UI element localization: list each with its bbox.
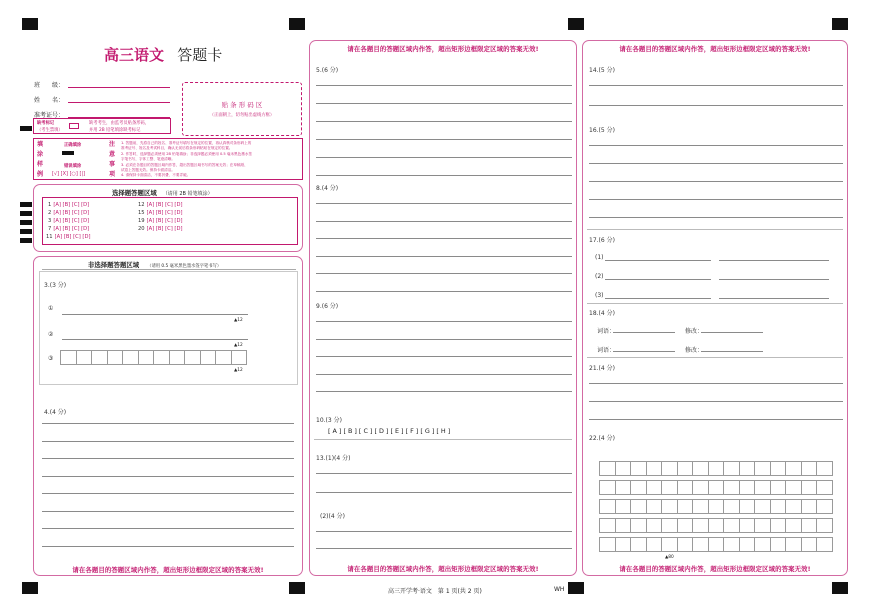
q17-item: (2) xyxy=(595,273,604,280)
grid-cell[interactable] xyxy=(801,537,818,552)
q9-answer-lines[interactable] xyxy=(316,307,572,407)
grid-cell[interactable] xyxy=(661,461,678,476)
answer-line[interactable] xyxy=(316,321,572,322)
grid-cell[interactable] xyxy=(122,350,139,365)
choice-title: 选择题答题区域 xyxy=(112,189,157,197)
warning-text: 请在各题目的答题区域内作答，超出矩形边框限定区域的答案无效! xyxy=(72,566,264,574)
q18-word-label: 词语： xyxy=(597,347,616,354)
grid-cell[interactable] xyxy=(816,518,833,533)
grid-cell[interactable] xyxy=(816,537,833,552)
correct-fill-label: 正确填涂 xyxy=(64,143,82,148)
answer-line[interactable] xyxy=(316,238,572,239)
grid-cell[interactable] xyxy=(785,461,802,476)
answer-line[interactable] xyxy=(42,528,294,529)
grid-cell[interactable] xyxy=(754,499,771,514)
q18-fix-label: 修改： xyxy=(685,347,704,354)
choice-row[interactable]: 2 [A] [B] [C] [D] xyxy=(48,210,90,216)
answer-line[interactable] xyxy=(316,339,572,340)
q3-item: ③ xyxy=(48,355,54,362)
grid-cell[interactable] xyxy=(677,499,694,514)
answer-line[interactable] xyxy=(316,175,572,176)
q16-answer-lines[interactable] xyxy=(589,131,843,227)
corner-mark xyxy=(289,18,305,30)
q17-answer-line[interactable] xyxy=(719,260,829,261)
answer-line[interactable] xyxy=(42,458,294,459)
grid-cell[interactable] xyxy=(739,537,756,552)
fill-example-chars xyxy=(37,140,43,180)
absent-text-1: 缺考考生，由监考员贴条形码， xyxy=(89,121,150,126)
answer-line[interactable] xyxy=(316,256,572,257)
fill-char: 涂 xyxy=(37,151,44,158)
answer-line[interactable] xyxy=(316,203,572,204)
corner-mark xyxy=(832,582,848,594)
q18-fix-line[interactable] xyxy=(701,351,763,352)
q4-label: 4.(4 分) xyxy=(44,409,67,416)
absent-title: 缺考标记 xyxy=(37,121,55,126)
corner-mark xyxy=(22,18,38,30)
q17-answer-line[interactable] xyxy=(719,298,829,299)
q3-answer-line[interactable] xyxy=(62,339,248,340)
answer-line[interactable] xyxy=(316,374,572,375)
corner-mark xyxy=(22,582,38,594)
q13-label: 13.(1)(4 分) xyxy=(316,455,351,462)
correct-fill-sample xyxy=(62,151,74,155)
answer-line[interactable] xyxy=(42,493,294,494)
grid-cell[interactable] xyxy=(708,480,725,495)
answer-line[interactable] xyxy=(316,356,572,357)
grid-cell[interactable] xyxy=(630,461,647,476)
q3-box xyxy=(39,271,298,385)
notes-line: 准考证号、姓名及考试科目，确认无误后将条形码粘贴在规定的位置。 xyxy=(121,146,233,151)
grid-cell[interactable] xyxy=(599,480,616,495)
grid-cell[interactable] xyxy=(661,480,678,495)
grid-cell[interactable] xyxy=(739,480,756,495)
grid-cell[interactable] xyxy=(615,499,632,514)
answer-line[interactable] xyxy=(589,163,843,164)
grid-cell[interactable] xyxy=(76,350,93,365)
timing-mark xyxy=(20,238,32,243)
choice-hint: （请用 2B 铅笔填涂） xyxy=(162,191,213,197)
grid-cell[interactable] xyxy=(692,461,709,476)
subject-title: 高三语文 xyxy=(104,46,165,64)
barcode-title: 贴 条 形 码 区 xyxy=(221,101,263,109)
choice-panel xyxy=(33,184,303,252)
wrong-fill-samples: [√] [X] [○] [|] xyxy=(52,171,86,177)
choice-row[interactable]: 12 [A] [B] [C] [D] xyxy=(138,202,183,208)
grid-cell[interactable] xyxy=(630,480,647,495)
q5-answer-lines[interactable] xyxy=(316,71,572,181)
q3-writing-grid[interactable] xyxy=(60,350,248,366)
grid-cell[interactable] xyxy=(770,461,787,476)
notes-line: 3. 必须在各题目的答题区域内作答，超出答题区域书写的答案无效；在草稿纸、 xyxy=(121,162,248,167)
warning-text: 请在各题目的答题区域内作答，超出矩形边框限定区域的答案无效! xyxy=(619,565,811,573)
answer-line[interactable] xyxy=(316,157,572,158)
grid-cell[interactable] xyxy=(615,480,632,495)
grid-cell[interactable] xyxy=(615,461,632,476)
grid-cell[interactable] xyxy=(770,480,787,495)
grid-cell[interactable] xyxy=(692,537,709,552)
grid-cell[interactable] xyxy=(723,480,740,495)
grid-cell[interactable] xyxy=(646,537,663,552)
grid-cell[interactable] xyxy=(723,537,740,552)
q3-count-mark: ▲12 xyxy=(234,368,243,373)
q18-label: 18.(4 分) xyxy=(589,310,615,317)
notes-line: 试卷上答题无效。保持卡面清洁。 xyxy=(121,168,175,173)
warning-text: 请在各题目的答题区域内作答，超出矩形边框限定区域的答案无效! xyxy=(347,565,539,573)
answer-line[interactable] xyxy=(589,419,843,420)
q5-label: 5.(6 分) xyxy=(316,67,339,74)
grid-cell[interactable] xyxy=(615,537,632,552)
grid-cell[interactable] xyxy=(677,518,694,533)
q13-sub2-label: (2)(4 分) xyxy=(320,513,345,520)
q21-answer-lines[interactable] xyxy=(589,369,843,429)
warning-text: 请在各题目的答题区域内作答，超出矩形边框限定区域的答案无效! xyxy=(619,45,811,53)
q17-answer-line[interactable] xyxy=(719,279,829,280)
answer-line[interactable] xyxy=(589,383,843,384)
grid-cell[interactable] xyxy=(785,499,802,514)
answer-line[interactable] xyxy=(589,145,843,146)
q22-count-mark: ▲80 xyxy=(665,555,674,560)
q4-answer-lines[interactable] xyxy=(42,413,294,563)
q16-label: 16.(5 分) xyxy=(589,127,615,134)
answer-line[interactable] xyxy=(589,217,843,218)
grid-cell[interactable] xyxy=(169,350,186,365)
q14-answer-lines[interactable] xyxy=(589,71,843,119)
notes-char: 项 xyxy=(109,171,116,178)
grid-cell[interactable] xyxy=(754,461,771,476)
grid-cell[interactable] xyxy=(708,499,725,514)
timing-mark xyxy=(20,229,32,234)
answer-line[interactable] xyxy=(316,492,572,493)
non-choice-hint: （请用 0.5 毫米黑色墨水签字笔书写） xyxy=(147,264,222,269)
answer-line[interactable] xyxy=(316,221,572,222)
grid-cell[interactable] xyxy=(692,499,709,514)
barcode-hint: （正面朝上，切勿贴出虚线方框） xyxy=(209,113,275,118)
answer-line[interactable] xyxy=(589,199,843,200)
choice-row[interactable]: 20 [A] [B] [C] [D] xyxy=(138,226,183,232)
grid-cell[interactable] xyxy=(646,518,663,533)
q18-word-line[interactable] xyxy=(613,351,675,352)
q3-item: ② xyxy=(48,331,54,338)
grid-cell[interactable] xyxy=(615,518,632,533)
grid-cell[interactable] xyxy=(138,350,155,365)
section-divider xyxy=(587,303,843,304)
grid-cell[interactable] xyxy=(200,350,217,365)
grid-cell[interactable] xyxy=(646,461,663,476)
absent-checkbox[interactable] xyxy=(69,123,79,129)
non-choice-panel-1 xyxy=(33,256,303,576)
section-divider xyxy=(42,269,296,270)
choice-section-title xyxy=(112,188,213,197)
absent-sub: （考生禁填） xyxy=(37,128,63,133)
grid-cell[interactable] xyxy=(677,480,694,495)
grid-cell[interactable] xyxy=(816,461,833,476)
non-choice-title-text: 非选择题答题区域 xyxy=(88,261,140,269)
grid-cell[interactable] xyxy=(723,518,740,533)
choice-row[interactable]: 3 [A] [B] [C] [D] xyxy=(48,218,90,224)
grid-cell[interactable] xyxy=(770,518,787,533)
timing-mark xyxy=(20,211,32,216)
barcode-area[interactable] xyxy=(182,82,302,136)
grid-cell[interactable] xyxy=(646,499,663,514)
grid-cell[interactable] xyxy=(785,480,802,495)
column-2-panel xyxy=(309,40,577,576)
corner-mark xyxy=(568,582,584,594)
notes-char: 意 xyxy=(109,151,116,158)
answer-line[interactable] xyxy=(316,273,572,274)
grid-cell[interactable] xyxy=(215,350,232,365)
grid-cell[interactable] xyxy=(801,518,818,533)
page-footer: 高三开学考·语文 第 1 页(共 2 页) xyxy=(388,588,482,595)
timing-mark xyxy=(20,126,32,131)
grid-cell[interactable] xyxy=(599,461,616,476)
grid-cell[interactable] xyxy=(677,537,694,552)
grid-cell[interactable] xyxy=(599,537,616,552)
grid-cell[interactable] xyxy=(692,518,709,533)
answer-line[interactable] xyxy=(589,401,843,402)
q17-item: (1) xyxy=(595,254,604,261)
notes-char: 事 xyxy=(109,161,116,168)
timing-mark xyxy=(20,220,32,225)
choice-row[interactable]: 1 [A] [B] [C] [D] xyxy=(48,202,90,208)
answer-line[interactable] xyxy=(42,511,294,512)
notes-chars xyxy=(109,140,115,180)
answer-line[interactable] xyxy=(589,105,843,106)
q17-answer-line[interactable] xyxy=(605,260,711,261)
fill-char: 例 xyxy=(37,171,44,178)
answer-line[interactable] xyxy=(42,546,294,547)
grid-cell[interactable] xyxy=(661,518,678,533)
q18-word-line[interactable] xyxy=(613,332,675,333)
q10-options[interactable]: [ A ] [ B ] [ C ] [ D ] [ E ] [ F ] [ G ] [ H ] xyxy=(328,427,451,435)
grid-cell[interactable] xyxy=(677,461,694,476)
grid-cell[interactable] xyxy=(91,350,108,365)
grid-cell[interactable] xyxy=(723,461,740,476)
grid-cell[interactable] xyxy=(723,499,740,514)
grid-cell[interactable] xyxy=(599,499,616,514)
grid-cell[interactable] xyxy=(816,499,833,514)
grid-cell[interactable] xyxy=(739,518,756,533)
answer-line[interactable] xyxy=(316,473,572,474)
non-choice-title xyxy=(88,260,221,269)
fill-char: 样 xyxy=(37,161,44,168)
answer-line[interactable] xyxy=(42,441,294,442)
grid-cell[interactable] xyxy=(661,499,678,514)
notes-text xyxy=(121,141,252,179)
card-title xyxy=(104,44,222,65)
grid-cell[interactable] xyxy=(816,480,833,495)
grid-cell[interactable] xyxy=(630,537,647,552)
q8-label: 8.(4 分) xyxy=(316,185,339,192)
section-divider xyxy=(314,439,572,440)
section-divider xyxy=(587,229,843,230)
answer-line[interactable] xyxy=(316,103,572,104)
grid-cell[interactable] xyxy=(60,350,77,365)
q13-answer-lines[interactable] xyxy=(316,459,572,509)
answer-line[interactable] xyxy=(316,121,572,122)
warning-text: 请在各题目的答题区域内作答，超出矩形边框限定区域的答案无效! xyxy=(347,45,539,53)
grid-cell[interactable] xyxy=(708,537,725,552)
q3-item: ① xyxy=(48,305,54,312)
grid-cell[interactable] xyxy=(630,518,647,533)
notes-line: 2. 作答时，选择题必须使用 2B 铅笔填涂；非选择题必须使用 0.5 毫米黑色墨水签 xyxy=(121,151,253,156)
answer-line[interactable] xyxy=(316,531,572,532)
q3-answer-line[interactable] xyxy=(62,314,248,315)
grid-cell[interactable] xyxy=(599,518,616,533)
wrong-fill-label: 错误填涂 xyxy=(64,164,82,169)
grid-cell[interactable] xyxy=(801,480,818,495)
name-label: 姓 名： xyxy=(34,97,65,104)
grid-cell[interactable] xyxy=(231,350,248,365)
grid-cell[interactable] xyxy=(785,537,802,552)
id-label: 准考证号： xyxy=(34,112,65,119)
grid-cell[interactable] xyxy=(107,350,124,365)
grid-cell[interactable] xyxy=(708,461,725,476)
column-3-panel xyxy=(582,40,848,576)
answer-line[interactable] xyxy=(316,548,572,549)
notes-line: 4. 请保持卡面清洁，不要折叠、不要弄破。 xyxy=(121,173,191,178)
choice-row[interactable]: 19 [A] [B] [C] [D] xyxy=(138,218,183,224)
timing-mark xyxy=(20,202,32,207)
q10-label: 10.(3 分) xyxy=(316,417,342,424)
fill-char: 填 xyxy=(37,141,44,148)
q13-part2-lines[interactable] xyxy=(316,517,572,557)
q14-label: 14.(5 分) xyxy=(589,67,615,74)
q18-fix-label: 修改： xyxy=(685,328,704,335)
q9-label: 9.(6 分) xyxy=(316,303,339,310)
fill-notes-box xyxy=(33,138,303,180)
q18-word-label: 词语： xyxy=(597,328,616,335)
q3-count-mark: ▲12 xyxy=(234,318,243,323)
name-field[interactable] xyxy=(68,102,170,103)
q3-label: 3.(3 分) xyxy=(44,282,67,289)
grid-cell[interactable] xyxy=(646,480,663,495)
answer-line[interactable] xyxy=(42,476,294,477)
grid-cell[interactable] xyxy=(661,537,678,552)
q22-label: 22.(4 分) xyxy=(589,435,615,442)
choice-row[interactable]: 7 [A] [B] [C] [D] xyxy=(48,226,90,232)
answer-line[interactable] xyxy=(316,291,572,292)
answer-line[interactable] xyxy=(42,423,294,424)
q22-writing-grid[interactable] xyxy=(599,461,833,555)
card-subtitle: 答题卡 xyxy=(177,46,223,64)
answer-line[interactable] xyxy=(316,139,572,140)
absent-text-2: 并用 2B 铅笔填涂缺考标记 xyxy=(89,128,141,133)
grid-cell[interactable] xyxy=(630,499,647,514)
q17-answer-line[interactable] xyxy=(605,279,711,280)
grid-cell[interactable] xyxy=(739,499,756,514)
corner-mark xyxy=(289,582,305,594)
grid-cell[interactable] xyxy=(739,461,756,476)
q3-count-mark: ▲12 xyxy=(234,343,243,348)
corner-mark xyxy=(832,18,848,30)
notes-line: 字笔书写，字体工整、笔迹清晰。 xyxy=(121,157,175,162)
grid-cell[interactable] xyxy=(801,499,818,514)
class-label: 班 级： xyxy=(34,82,65,89)
grid-cell[interactable] xyxy=(708,518,725,533)
absent-box xyxy=(33,118,171,134)
q17-label: 17.(6 分) xyxy=(589,237,615,244)
grid-cell[interactable] xyxy=(785,518,802,533)
choice-row[interactable]: 15 [A] [B] [C] [D] xyxy=(138,210,183,216)
notes-char: 注 xyxy=(109,141,116,148)
grid-cell[interactable] xyxy=(801,461,818,476)
q8-answer-lines[interactable] xyxy=(316,189,572,297)
grid-cell[interactable] xyxy=(754,537,771,552)
grid-cell[interactable] xyxy=(770,537,787,552)
grid-cell[interactable] xyxy=(754,480,771,495)
choice-row[interactable]: 11 [A] [B] [C] [D] xyxy=(46,234,91,240)
q17-item: (3) xyxy=(595,292,604,299)
class-field[interactable] xyxy=(68,87,170,88)
answer-line[interactable] xyxy=(589,85,843,86)
grid-cell[interactable] xyxy=(153,350,170,365)
section-divider xyxy=(587,357,843,358)
answer-line[interactable] xyxy=(316,85,572,86)
grid-cell[interactable] xyxy=(770,499,787,514)
notes-line: 1. 答题前，先将自己的姓名、准考证号填写在规定的位置，再认真核对条形码上的 xyxy=(121,141,252,145)
q21-label: 21.(4 分) xyxy=(589,365,615,372)
grid-cell[interactable] xyxy=(184,350,201,365)
answer-line[interactable] xyxy=(589,181,843,182)
grid-cell[interactable] xyxy=(692,480,709,495)
footer-code: WH xyxy=(554,586,565,593)
q17-answer-line[interactable] xyxy=(605,298,711,299)
corner-mark xyxy=(568,18,584,30)
answer-line[interactable] xyxy=(316,391,572,392)
grid-cell[interactable] xyxy=(754,518,771,533)
q18-fix-line[interactable] xyxy=(701,332,763,333)
